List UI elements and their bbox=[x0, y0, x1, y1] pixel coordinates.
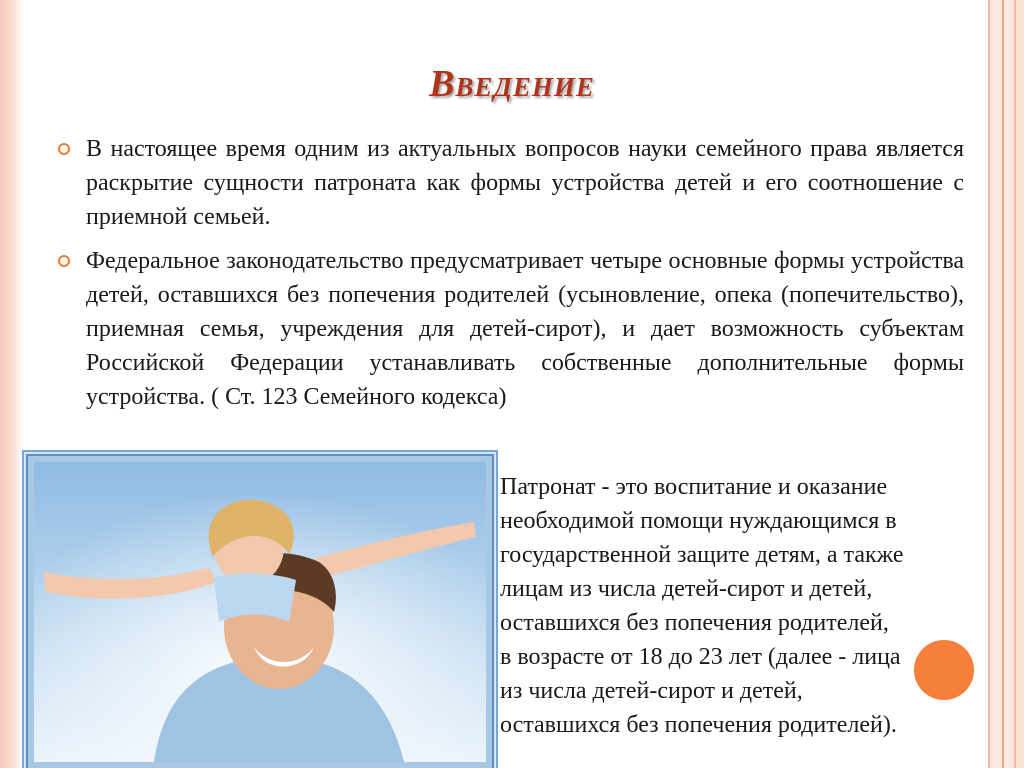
bullet-circle-icon bbox=[58, 255, 70, 267]
accent-circle-icon bbox=[914, 640, 974, 700]
bullet-circle-icon bbox=[58, 143, 70, 155]
left-decor-strip bbox=[0, 0, 24, 768]
bullet-text: В настоящее время одним из актуальных вопросов науки семейного права является раскрытие сущности патроната как формы устройства детей и его соотношение с приемной семьей. bbox=[86, 136, 964, 230]
patronage-definition-text: Патронат - это воспитание и оказание необходимой помощи нуждающимся в государственной защите детям, а также лицам из числа детей-сирот и детей, оставшихся без попечения родителей, в возрасте от 18 до 23 лет (далее - лица из числа детей-сирот и детей, оставшихся без попечения родителей). bbox=[500, 474, 904, 738]
father-daughter-photo-icon bbox=[34, 462, 486, 762]
bullet-text: Федеральное законодательство предусматривает четыре основные формы устройства детей, оставшихся без попечения родителей (усыновление, опека (попечительство), приемная семья, учреждения для детей-сирот), и дает возможность субъектам Российской Федерации устанавливать собственные дополнительные формы устройства. ( Ст. 123 Семейного кодекса) bbox=[86, 248, 964, 410]
bullet-list bbox=[56, 132, 964, 424]
slide-title: Введение bbox=[429, 63, 595, 105]
bullet-item bbox=[56, 132, 964, 234]
family-photo bbox=[28, 456, 492, 768]
right-decor-stripes bbox=[980, 0, 1024, 768]
bullet-item bbox=[56, 244, 964, 414]
